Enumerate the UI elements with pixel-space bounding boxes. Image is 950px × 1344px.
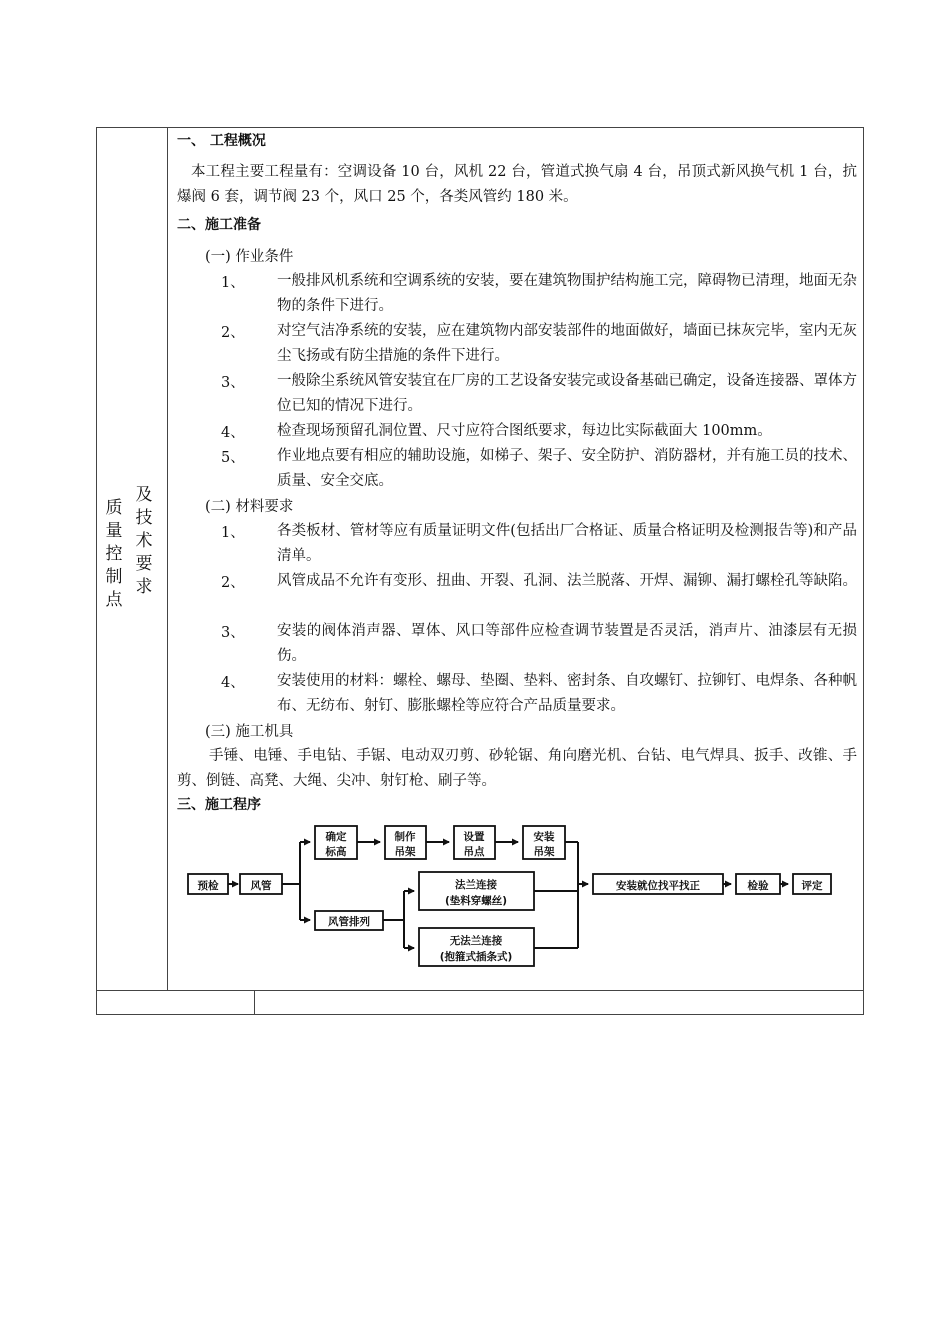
side-char: 求 (135, 577, 153, 597)
item-number: 1、 (221, 525, 245, 541)
list-item: 安装的阀体消声器、罩体、风口等部件应检查调节装置是否灵活，消声片、油漆层有无损伤。 (277, 623, 857, 664)
list-item: 风管成品不允许有变形、扭曲、开裂、孔洞、法兰脱落、开焊、漏铆、漏打螺栓孔等缺陷。 (277, 573, 857, 589)
flow-label: 预检 (197, 880, 219, 892)
flow-label: 无法兰连接 (449, 935, 503, 947)
side-char: 质 (105, 498, 123, 518)
overview-text: 本工程主要工程量有：空调设备 10 台，风机 22 台，管道式换气扇 4 台，吊顶式新风换气机 1 台，抗爆阀 6 套，调节阀 23 个，风口 25 个，各类风管约 180 米。 (177, 164, 857, 205)
item-number: 2、 (221, 325, 245, 341)
flow-label: 设置 (463, 831, 485, 843)
section-title-preparation: 二、施工准备 (177, 217, 261, 233)
item-number: 5、 (221, 450, 245, 466)
item-number: 3、 (221, 375, 245, 391)
flow-label: 制作 (394, 831, 416, 843)
item-number: 3、 (221, 625, 245, 641)
tools-text: 手锤、电锤、手电钻、手锯、电动双刃剪、砂轮锯、角向磨光机、台钻、电气焊具、扳手、改锥、手剪、倒链、高凳、大绳、尖冲、射钉枪、刷子等。 (177, 748, 857, 789)
item-number: 4、 (221, 425, 245, 441)
flow-label: (抱箍式插条式) (439, 951, 513, 963)
item-number: 4、 (221, 675, 245, 691)
flow-label: 法兰连接 (455, 879, 497, 891)
side-char: 制 (105, 567, 123, 587)
flow-label: 吊架 (394, 846, 416, 858)
side-char: 控 (105, 544, 123, 564)
list-item: 一般除尘系统风管安装宜在厂房的工艺设备安装完或设备基础已确定，设备连接器、罩体方位已知的情况下进行。 (277, 373, 857, 414)
side-char: 技 (135, 508, 153, 528)
flow-label: 安装就位找平找正 (616, 880, 700, 892)
side-char: 要 (135, 554, 153, 574)
flow-label: 风管排列 (328, 916, 370, 928)
flow-label: 吊架 (533, 846, 555, 858)
side-char: 量 (105, 521, 123, 541)
list-item: 一般排风机系统和空调系统的安装，要在建筑物围护结构施工完，障碍物已清理，地面无杂物的条件下进行。 (277, 273, 857, 314)
list-item: 各类板材、管材等应有质量证明文件(包括出厂合格证、质量合格证明及检测报告等)和产品清单。 (277, 523, 857, 564)
side-char: 及 (135, 485, 153, 505)
item-number: 1、 (221, 275, 245, 291)
subsection-material-requirements: (二) 材料要求 (205, 499, 294, 515)
item-number: 2、 (221, 575, 245, 591)
list-item: 对空气洁净系统的安装，应在建筑物内部安装部件的地面做好，墙面已抹灰完毕，室内无灰尘飞扬或有防尘措施的条件下进行。 (277, 323, 857, 364)
flow-label: 风管 (250, 880, 272, 892)
subsection-tools: (三) 施工机具 (205, 724, 294, 740)
flow-label: 确定 (325, 831, 347, 843)
section-title-overview: 一、 工程概况 (177, 133, 266, 149)
list-item: 安装使用的材料：螺栓、螺母、垫圈、垫料、密封条、自攻螺钉、拉铆钉、电焊条、各种帆布、无纺布、射钉、膨胀螺栓等应符合产品质量要求。 (277, 673, 857, 714)
flow-label: 安装 (533, 831, 555, 843)
section-title-procedure: 三、施工程序 (177, 797, 261, 813)
flow-label: 吊点 (463, 846, 485, 858)
flow-label: (垫料穿螺丝) (444, 895, 508, 907)
flow-label: 评定 (801, 880, 823, 892)
flow-label: 检验 (747, 880, 769, 892)
side-char: 点 (105, 590, 123, 610)
list-item: 作业地点要有相应的辅助设施，如梯子、架子、安全防护、消防器材，并有施工员的技术、质量、安全交底。 (277, 448, 857, 489)
flow-label: 标高 (325, 846, 347, 858)
subsection-work-conditions: (一) 作业条件 (205, 249, 294, 265)
side-char: 术 (135, 531, 153, 551)
list-item: 检查现场预留孔洞位置、尺寸应符合图纸要求，每边比实际截面大 100mm。 (277, 423, 772, 439)
